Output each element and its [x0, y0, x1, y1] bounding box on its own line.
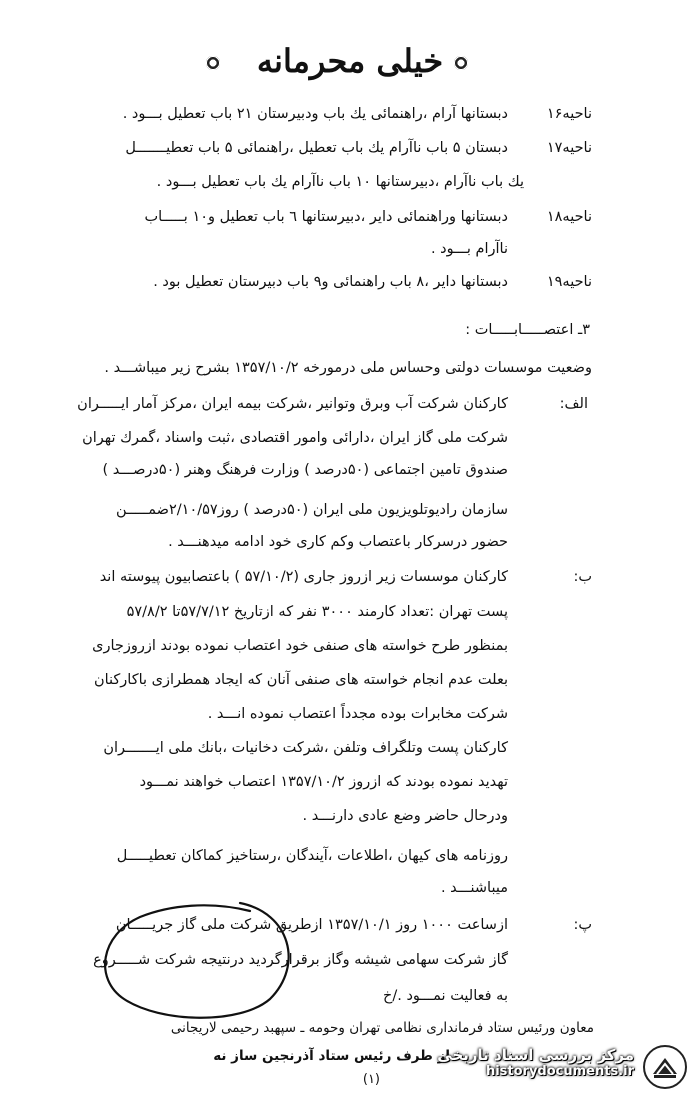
item-line: حضور درسرکار باعتصاب وکم کاری خود ادامه میدهنـــد .: [168, 534, 508, 550]
item-line: کارکنان پست وتلگراف وتلفن ،شرکت دخانیات ،بانك ملی ایـــــــران: [103, 740, 508, 756]
region-label: ناحیه۱۸: [546, 209, 592, 225]
region-label: ناحیه۱۹: [546, 274, 592, 290]
item-label: ب:: [573, 569, 592, 585]
item-line: بمنظور طرح خواسته های صنفی خود اعتصاب نموده بودند ازروزجاری: [92, 638, 508, 654]
item-label: پ:: [573, 917, 592, 933]
region-line: دبستانها وراهنمائی دایر ،دبیرستانها ٦ باب تعطیل و۱۰ بـــــاب: [144, 209, 508, 225]
item-line: سازمان رادیوتلویزیون ملی ایران (۵۰درصد ) روز۲/۱۰/۵۷ضمـــــن: [116, 502, 508, 518]
region-label: ناحیه۱۷: [546, 140, 592, 156]
region-line: دبستانها آرام ،راهنمائی یك باب ودبیرستان ۲۱ باب تعطیل بـــود .: [122, 106, 508, 122]
item-line: به فعالیت نمـــود ./خ: [383, 988, 508, 1004]
item-line: شرکت ملی گاز ایران ،دارائی وامور اقتصادی ،ثبت واسناد ،گمرك تهران: [82, 430, 508, 446]
region-line: ناآرام بـــود .: [430, 241, 508, 257]
item-line: ودرحال حاضر وضع عادی دارنـــد .: [302, 808, 508, 824]
item-label: الف:: [559, 396, 588, 412]
region-line: دبستان ۵ باب ناآرام یك باب تعطیل ،راهنمائی ۵ باب تعطیـــــــل: [125, 140, 508, 156]
item-line: کارکنان موسسات زیر ازروز جاری (۵۷/۱۰/۲ ) باعتصابیون پیوسته اند: [99, 569, 508, 585]
page-title: خیلی محرمانه: [256, 42, 444, 80]
page-number: (۱): [362, 1072, 380, 1087]
section-heading: ۳ـ اعتصـــــابـــــات :: [465, 322, 590, 338]
header-ornament-right-icon: [454, 56, 468, 70]
handwritten-circle-mark: [90, 895, 310, 1025]
signature-line: از طرف رئیس ستاد آذرنجین ساز نه: [213, 1048, 450, 1064]
watermark-persian-text: مرکز بررسی اسناد تاریخی: [437, 1046, 634, 1064]
document-header: [0, 40, 700, 100]
item-line: صندوق تامین اجتماعی (۵۰درصد ) وزارت فرهنگ وهنر (۵۰درصـــد ): [102, 462, 508, 478]
item-line: ازساعت ۱۰۰۰ روز ۱۳۵۷/۱۰/۱ ازطریق شرکت ملی گاز جریـــــان: [115, 917, 508, 933]
region-line: دبستانها دایر ،۸ باب راهنمائی و۹ باب دبیرستان تعطیل بود .: [153, 274, 508, 290]
item-line: میباشنـــد .: [440, 880, 508, 896]
region-line: یك باب ناآرام ،دبیرستانها ۱۰ باب ناآرام یك باب تعطیل بـــود .: [156, 174, 524, 190]
item-line: روزنامه های کیهان ،اطلاعات ،آیندگان ،رستاخیز کماکان تعطیـــــل: [116, 848, 508, 864]
item-line: تهدید نموده بودند که ازروز ۱۳۵۷/۱۰/۲ اعتصاب خواهند نمـــود: [139, 774, 508, 790]
region-label: ناحیه۱۶: [546, 106, 592, 122]
item-line: کارکنان شرکت آب وبرق وتوانیر ،شرکت بیمه ایران ،مرکز آمار ایـــــران: [77, 396, 508, 412]
item-line: بعلت عدم انجام خواسته های صنفی آنان که ایجاد همطرازی باکارکنان: [93, 672, 508, 688]
signature-title: معاون ورئیس ستاد فرمانداری نظامی تهران وحومه ـ سپهبد رحیمی لاریجانی: [170, 1020, 594, 1036]
item-line: گاز شرکت سهامی شیشه وگاز برقرارگردید درنتیجه شرکت شـــــروع: [93, 952, 508, 968]
item-line: شرکت مخابرات بوده مجدداً اعتصاب نموده انـــد .: [207, 706, 508, 722]
archive-book-icon: [642, 1044, 688, 1090]
item-line: پست تهران :تعداد کارمند ۳۰۰۰ نفر که ازتاریخ ۵۷/۷/۱۲تا ۵۷/۸/۲: [126, 604, 508, 620]
watermark: [430, 1040, 692, 1094]
section-intro: وضعیت موسسات دولتی وحساس ملی درمورخه ۱۳۵۷/۱۰/۲ بشرح زیر میباشـــد .: [104, 360, 592, 376]
watermark-url-text: historydocuments.ir: [485, 1064, 634, 1079]
